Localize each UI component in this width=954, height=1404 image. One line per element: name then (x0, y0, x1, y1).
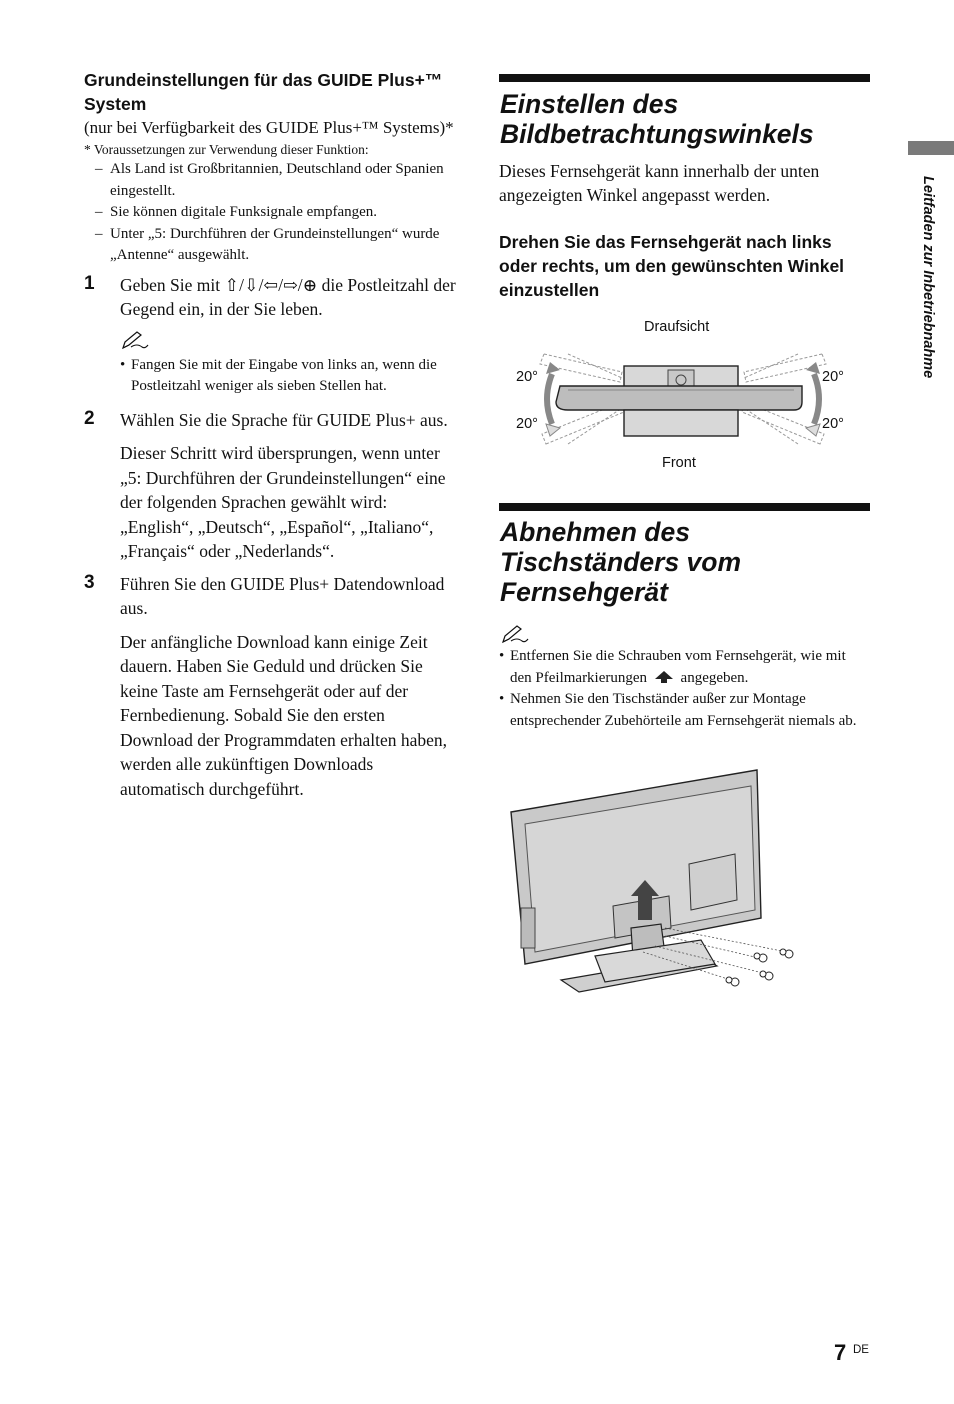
section-title-remove-stand: Abnehmen des Tischständers vom Fernsehgerät (500, 517, 742, 607)
step-3 (84, 572, 456, 802)
step-extra: Der anfängliche Download kann einige Zeit dauern. Haben Sie Geduld und drücken Sie keine Taste am Fernsehgerät oder auf der Fernbedienung. Sobald Sie den ersten Download der Programmdaten erhalten haben, werden alle zukünftigen Downloads automatisch durchgeführt. (120, 631, 448, 799)
angle-label: 20° (822, 369, 844, 385)
angle-label: 20° (516, 416, 538, 432)
diagram-top-label: Draufsicht (644, 319, 710, 335)
note-bullet: • Nehmen Sie den Tischständer außer zur Montage entsprechender Zubehörteile am Fernsehgerät niemals ab. (499, 691, 857, 729)
step-1 (84, 273, 456, 322)
step-text: Wählen Sie die Sprache für GUIDE Plus+ aus. (120, 409, 448, 430)
step-1-note (120, 330, 456, 398)
rotate-instruction-heading: Drehen Sie das Fernsehgerät nach links oder rechts, um den gewünschten Winkel einzustellen (499, 232, 845, 300)
pencil-note-icon (500, 624, 530, 644)
footnote-intro: * Voraussetzungen zur Verwendung dieser Funktion: (84, 142, 369, 157)
step-number: 2 (84, 407, 95, 429)
pencil-note-icon (120, 330, 150, 350)
step-extra: Dieser Schritt wird übersprungen, wenn unter „5: Durchführen der Grundeinstellungen“ eine der folgenden Sprachen gewählt wird: „English“, „Deutsch“, „Español“, „Italiano“, „Français“ oder „Nederlands“. (120, 443, 446, 561)
step-text: Geben Sie mit ⇧/⇩/⇦/⇨/⊕ die Postleitzahl der Gegend ein, in der Sie leben. (120, 274, 456, 319)
chapter-label: Leitfaden zur Inbetriebnahme (920, 176, 936, 379)
step-2 (84, 408, 456, 564)
conditions-list (84, 159, 456, 267)
step-text: Führen Sie den GUIDE Plus+ Datendownload aus. (120, 573, 445, 618)
chapter-tab (908, 141, 954, 155)
viewing-angle-text: Dieses Fernsehgerät kann innerhalb der unten angezeigten Winkel angepasst werden. (499, 161, 820, 205)
condition-item: – Unter „5: Durchführen der Grundeinstellungen“ wurde „Antenne“ ausgewählt. (95, 225, 440, 263)
section-title-viewing-angle: Einstellen des Bildbetrachtungswinkels (500, 89, 814, 149)
condition-item: – Als Land ist Großbritannien, Deutschland oder Spanien eingestellt. (95, 161, 444, 199)
section-rule (499, 74, 870, 82)
left-column (84, 68, 456, 801)
diagram-bottom-label: Front (662, 455, 696, 471)
section-rule (499, 503, 870, 511)
guide-plus-heading: Grundeinstellungen für das GUIDE Plus+™ System (84, 70, 443, 114)
angle-label: 20° (516, 369, 538, 385)
swivel-diagram (538, 344, 828, 454)
tv-rear-illustration (505, 768, 805, 998)
note-bullet: • Fangen Sie mit der Eingabe von links an, wenn die Postleitzahl weniger als sieben Stellen hat. (120, 356, 437, 394)
page-number: 7 (834, 1340, 847, 1365)
availability-note: (nur bei Verfügbarkeit des GUIDE Plus+™ Systems)* (84, 118, 454, 137)
arrow-marker-icon (654, 670, 674, 684)
note-bullet: • Entfernen Sie die Schrauben vom Fernsehgerät, wie mit den Pfeilmarkierungen angegeben. (499, 648, 846, 686)
angle-label: 20° (822, 416, 844, 432)
step-number: 1 (84, 272, 95, 294)
condition-item: – Sie können digitale Funksignale empfangen. (95, 204, 378, 220)
page-language: DE (853, 1344, 869, 1356)
step-number: 3 (84, 571, 95, 593)
remove-stand-notes (499, 646, 871, 732)
